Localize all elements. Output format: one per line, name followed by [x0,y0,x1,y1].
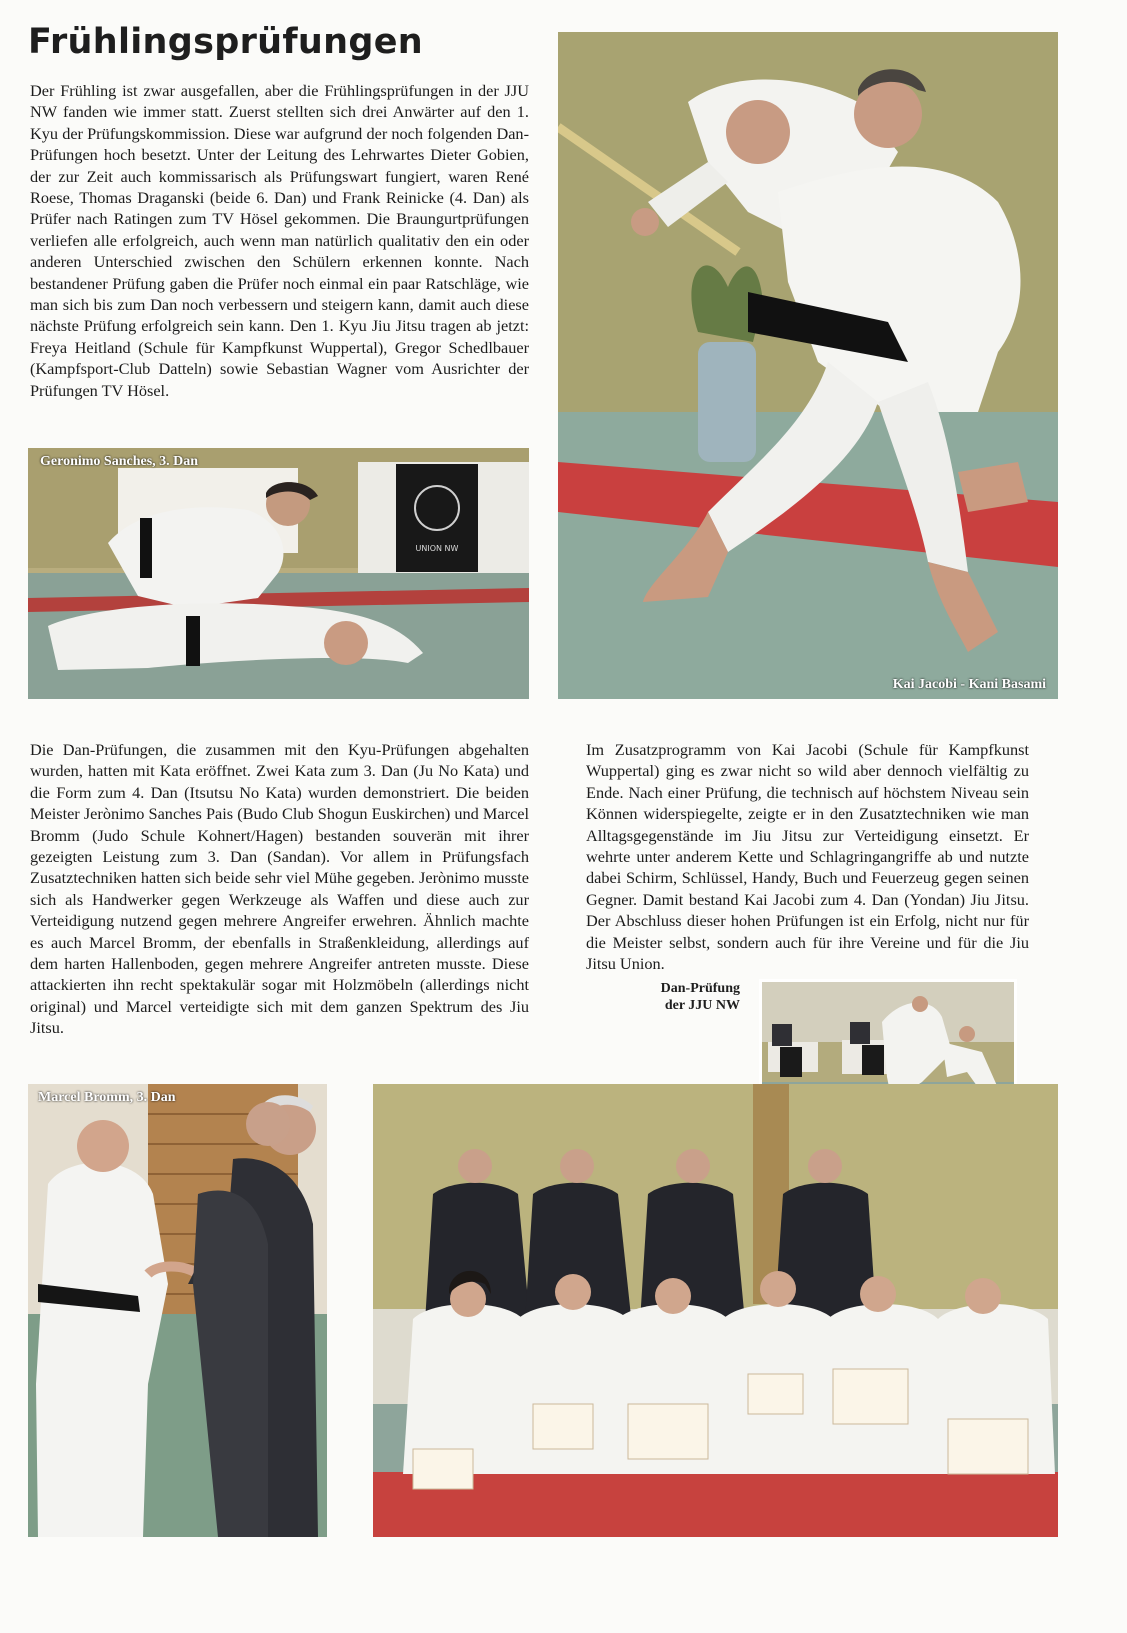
photo-group [373,1084,1058,1537]
page-title: Frühlingsprüfungen [28,22,423,62]
caption-marcel: Marcel Bromm, 3. Dan [38,1090,176,1105]
caption-kai: Kai Jacobi - Kani Basami [892,677,1046,692]
intro-paragraph: Der Frühling ist zwar ausgefallen, aber die Frühlingsprüfungen in der JJU NW fanden wie immer statt. Zuerst stellten sich drei Anwärter auf den 1. Kyu der Prüfungskommission. Diese war aufgrund der noch folgenden Dan-Prüfungen hoch besetzt. Unter der Leitung des Lehrwartes Dieter Gobien, der zur Zeit auch kommissarisch als Prüfungswart fungiert, waren René Roese, Thomas Draganski (beide 6. Dan) und Frank Reinicke (4. Dan) als Prüfer nach Ratingen zum TV Hösel gekommen. Die Braungurtprüfungen verliefen alle erfolgreich, auch wenn man natürlich qualitativ den ein oder anderen Unterschied zwischen den Schülern erkennen konnte. Nach bestandener Prüfung gaben die Prüfer noch einmal ein paar Ratschläge, wie man sich bis zum Dan noch verbessern und steigern kann, damit auch diese nächste Prüfung erfolgreich sein kann. Den 1. Kyu Jiu Jitsu tragen ab jetzt: Freya Heitland (Schule für Kampfkunst Wuppertal), Gregor Schedlbauer (Kampfsport-Club Datteln) sowie Sebastian Wagner vom Ausrichter der Prüfungen TV Hösel. [30,81,529,400]
photo-geronimo [28,448,529,699]
banner-text: UNION NW [415,544,459,553]
photo-marcel-bromm [28,1084,327,1537]
photo-kai-jacobi [558,32,1058,699]
caption-dan-pruefung-line1: Dan-Prüfung [660,981,740,996]
caption-geronimo: Geronimo Sanches, 3. Dan [40,454,199,469]
caption-dan-pruefung-line2: der JJU NW [664,998,740,1013]
dan-paragraph: Die Dan-Prüfungen, die zusammen mit den Kyu-Prüfungen abgehalten wurden, hatten mit Kata eröffnet. Zwei Kata zum 3. Dan (Ju No Kata) und die Form zum 4. Dan (Itsutsu No Kata) wurden demonstriert. Die beiden Meister Jerònimo Sanches Pais (Budo Club Shogun Euskirchen) und Marcel Bromm (Judo Schule Kohnert/Hagen) bestanden souverän mit ihrer gezeigten Leistung zum 3. Dan (Sandan). Vor allem in Prüfungsfach Zusatztechniken hatten sich beide sehr viel Mühe gegeben. Jerònimo musste sich als Handwerker gegen Werkzeuge als Waffen und diese auch zur Verteidigung nutzend gegen mehrere Angreifer erwehren. Ähnlich machte es auch Marcel Bromm, der ebenfalls in Straßenkleidung, allerdings auf dem harten Hallenboden, gegen mehrere Angreifer antreten musste. Diese attackierten ihn recht spektakulär sogar mit Holzmöbeln (allerdings nicht original) und Marcel verteidigte sich mit dem ganzen Spektrum des Jiu Jitsu. [30,740,529,1038]
caption-dan-pruefung [630,980,740,1014]
zusatz-paragraph: Im Zusatzprogramm von Kai Jacobi (Schule für Kampfkunst Wuppertal) ging es zwar nicht so wild aber dennoch vielfältig zu Ende. Nach einer Prüfung, die technisch auf höchstem Niveau sein Können widerspiegelte, zeigte er in den Zusatztechniken wie man Alltagsgegenstände im Jiu Jitsu zur Verteidigung einsetzt. Er wehrte unter anderem Kette und Schlagringangriffe ab und nutzte dabei Schirm, Schlüssel, Handy, Buch und Feuerzeug gegen seinen Gegner. Damit bestand Kai Jacobi zum 4. Dan (Yondan) Jiu Jitsu. Der Abschluss dieser hohen Prüfungen ist ein Erfolg, nicht nur für die Meister selbst, sondern auch für ihre Vereine und für die Jiu Jitsu Union. [586,740,1029,974]
